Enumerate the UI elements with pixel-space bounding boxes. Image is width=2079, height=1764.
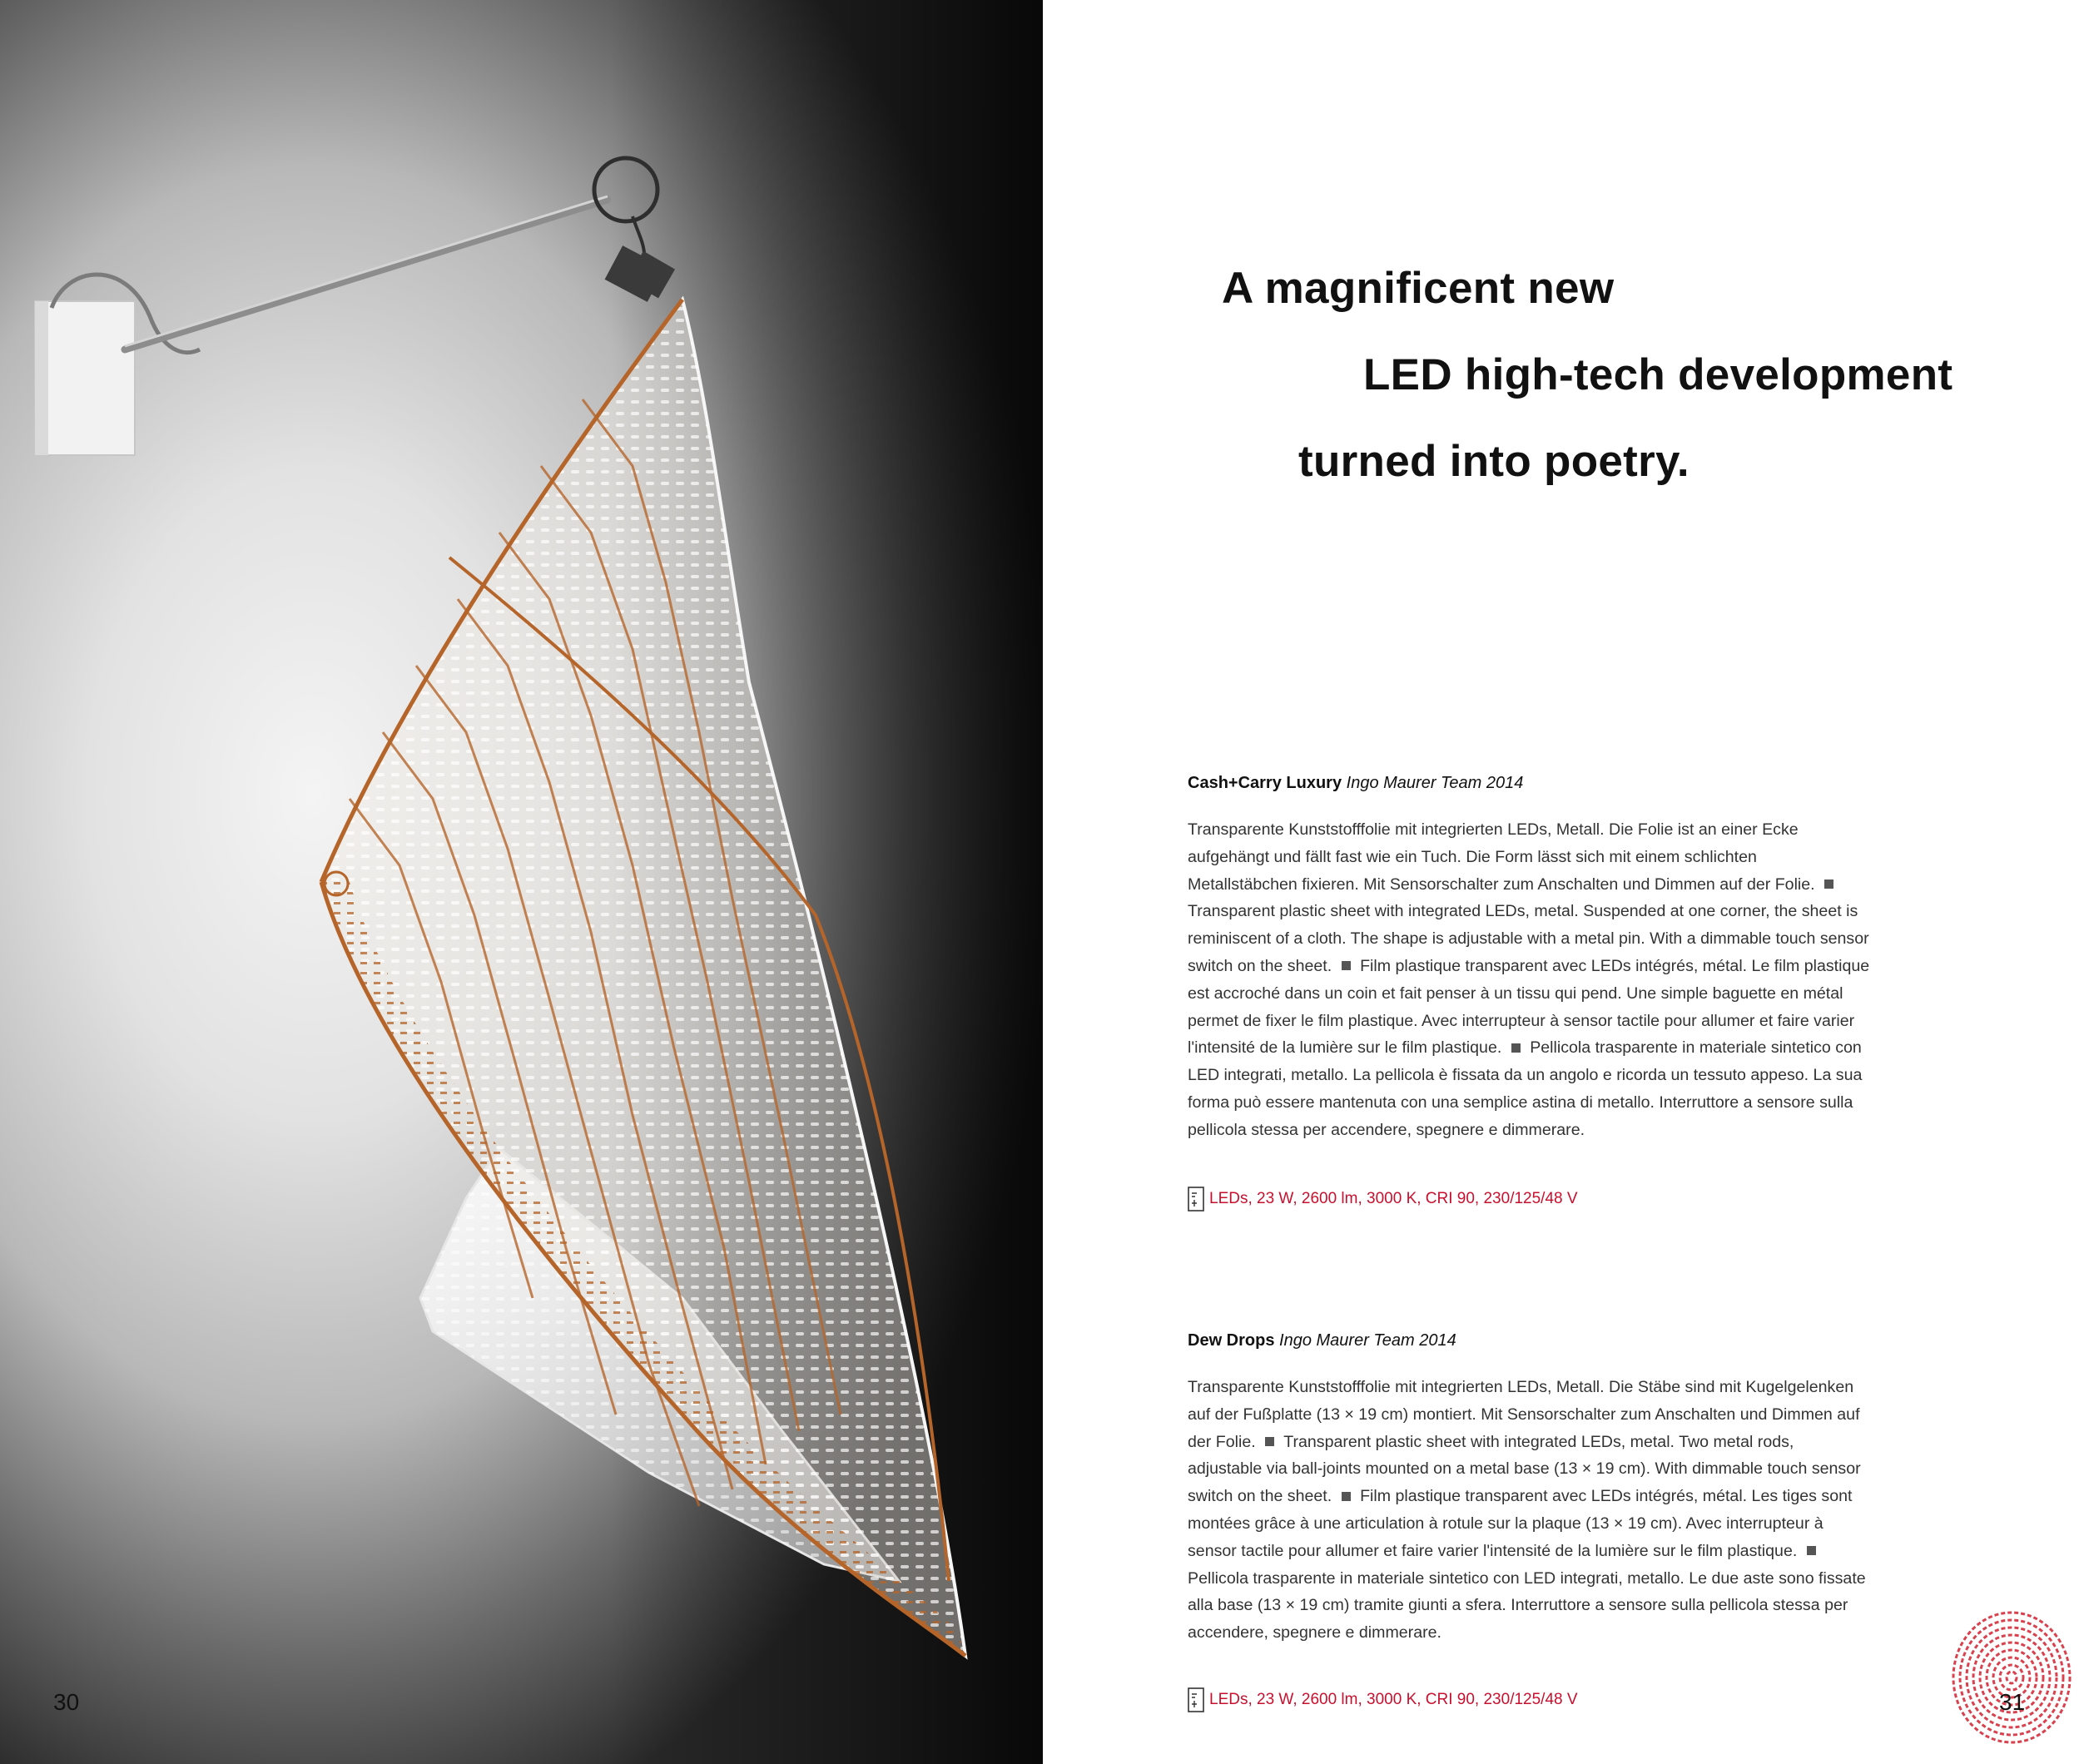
product-description [1188,1374,1870,1647]
description-it: Pellicola trasparente in materiale sintetico con LED integrati, metallo. Le due aste sono fissate alla base (13 × 19 cm) tramite giunti a sfera. Interruttore a sensore sulla pellicola stessa per accendere, spegnere e dimmerare. [1188,1568,1866,1643]
page-number-right: 31 [1999,1689,2026,1715]
description-fr: Film plastique transparent avec LEDs intégrés, métal. Les tiges sont montées grâce à une articulation à rotule sur la plaque (13 × 19 cm). Avec interrupteur à sensor tactile pour allumer et faire varier l'intensité de la lumière sur le film plastique. [1188,1487,1853,1560]
description-de: Transparente Kunststofffolie mit integrierten LEDs, Metall. Die Folie ist an einer Ecke aufgehängt und fällt fast wie ein Tuch. Die Form lässt sich mit einem schlichten Metallstäbchen fixieren. Mit Sensorschalter zum Anschalten und Dimmen auf der Folie. [1188,820,1815,894]
product-cash-carry-luxury [1188,774,1870,1144]
description-de: Transparente Kunststofffolie mit integrierten LEDs, Metall. Die Stäbe sind mit Kugelgelenken auf der Fußplatte (13 × 19 cm) montiert. Mit Sensorschalter zum Anschalten und Dimmen auf der Folie. [1188,1378,1860,1451]
product-dew-drops [1188,1331,1870,1647]
separator-square-icon [1342,961,1351,970]
product-spec [1188,1687,1578,1712]
spec-text: LEDs, 23 W, 2600 lm, 3000 K, CRI 90, 230/125/48 V [1209,1190,1578,1207]
product-spec [1188,1187,1578,1212]
page-number-left: 30 [53,1689,80,1715]
product-title [1188,1331,1870,1350]
led-spec-icon [1188,1687,1204,1712]
separator-square-icon [1265,1437,1274,1446]
product-name: Dew Drops [1188,1331,1275,1350]
wall-bracket [35,158,665,455]
fingerprint-icon [1949,1609,2074,1746]
description-it: Pellicola trasparente in materiale sintetico con LED integrati, metallo. La pellicola è fissata da un angolo e ricorda un tessuto appeso. La sua forma può essere mantenuta con una semplice astina di metallo. Interruttore a sensore sulla pellicola stessa per accendere, spegnere e dimmerare. [1188,1038,1863,1139]
separator-square-icon [1342,1492,1351,1501]
description-en: Transparent plastic sheet with integrated LEDs, metal. Two metal rods, adjustable via ball-joints mounted on a metal base (13 × 19 cm). With dimmable touch sensor switch on the sheet. [1188,1432,1861,1506]
product-title [1188,774,1870,793]
product-designer: Ingo Maurer Team 2014 [1346,774,1524,792]
product-designer: Ingo Maurer Team 2014 [1279,1331,1456,1350]
spec-text: LEDs, 23 W, 2600 lm, 3000 K, CRI 90, 230/125/48 V [1209,1691,1578,1708]
description-en: Transparent plastic sheet with integrated LEDs, metal. Suspended at one corner, the sheet is reminiscent of a cloth. The shape is adjustable with a metal pin. With a dimmable touch sensor switch on the sheet. [1188,902,1869,975]
product-description [1188,816,1870,1144]
headline-line-3: turned into poetry. [1298,437,1689,486]
led-spec-icon [1188,1187,1204,1212]
product-name: Cash+Carry Luxury [1188,774,1342,792]
separator-square-icon [1824,880,1833,889]
separator-square-icon [1511,1043,1521,1053]
description-fr: Film plastique transparent avec LEDs intégrés, métal. Le film plastique est accroché dans un coin et fait penser à un tissu qui pend. Une simple baguette en métal permet de fixer le film plastique. Avec interrupteur à sensor tactile pour allumer et faire varier l'intensité de la lumière sur le film plastique. [1188,956,1870,1058]
separator-square-icon [1807,1546,1816,1555]
headline-line-2: LED high-tech development [1363,350,1953,399]
headline-line-1: A magnificent new [1222,264,1615,313]
